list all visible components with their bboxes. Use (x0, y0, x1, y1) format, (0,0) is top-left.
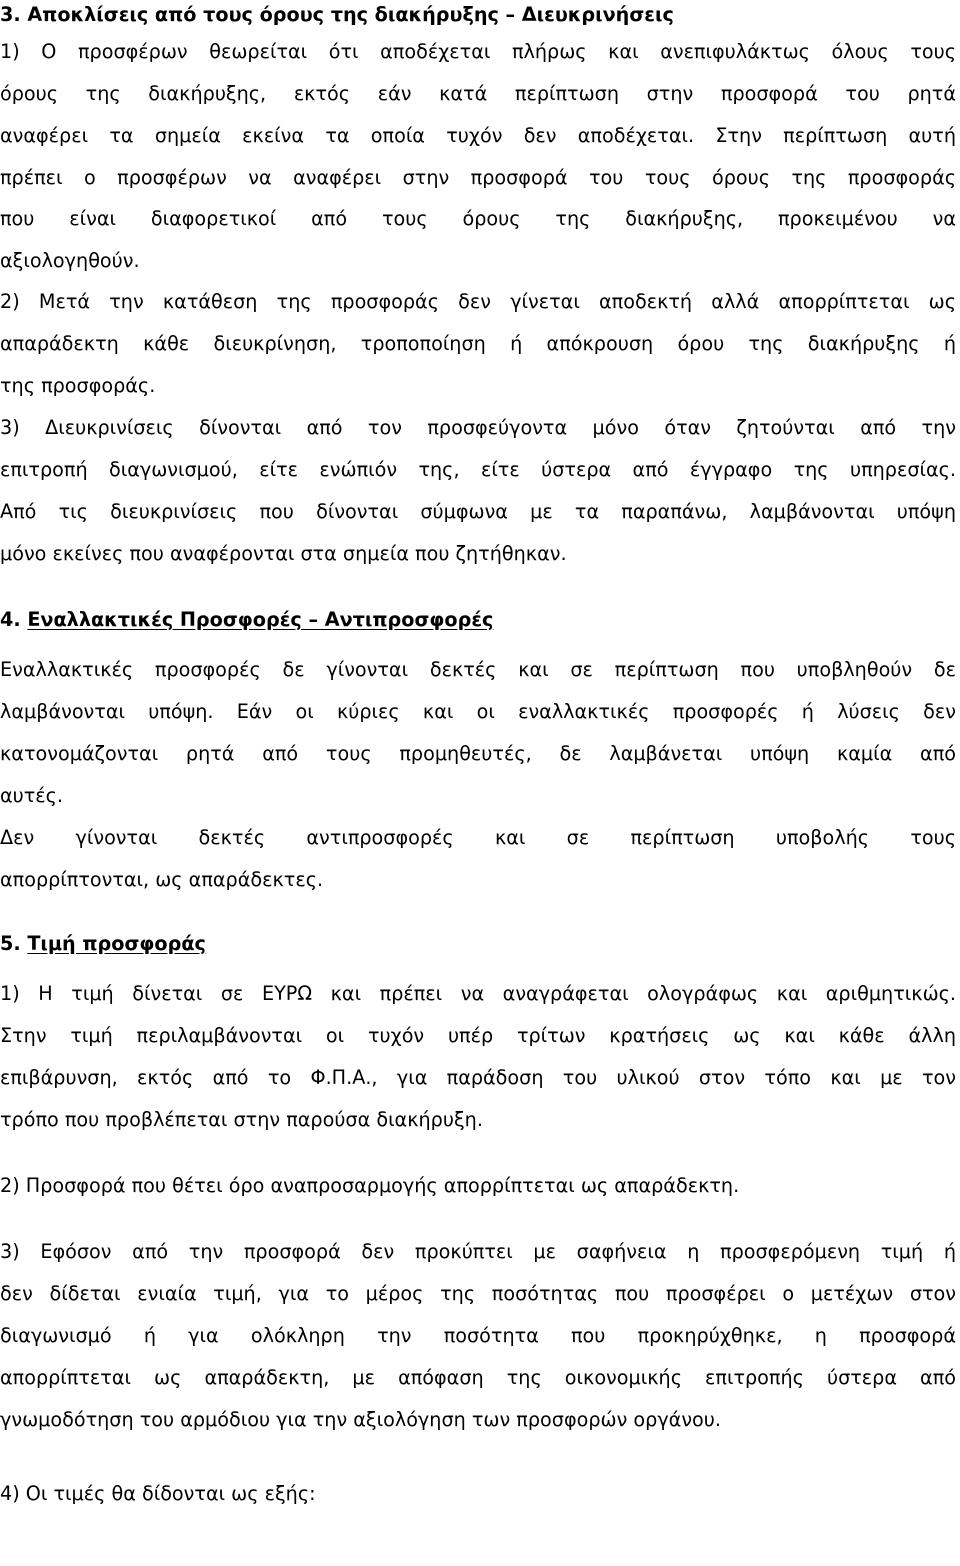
section-4-title: Εναλλακτικές Προσφορές – Αντιπροσφορές (27, 608, 494, 631)
text-line: αυτές. (0, 784, 64, 807)
text-line: λαμβάνονται υπόψη. Εάν οι κύριες και οι εναλλακτικές προσφορές ή λύσεις δεν (0, 700, 956, 723)
text-line: 3) Εφόσον από την προσφορά δεν προκύπτει με σαφήνεια η προσφερόμενη τιμή ή (0, 1240, 956, 1263)
section-5-heading (0, 929, 206, 959)
text-line: πρέπει ο προσφέρων να αναφέρει στην προσφορά του τους όρους της προσφοράς (0, 166, 956, 189)
text-line: δεν δίδεται ενιαία τιμή, για το μέρος της ποσότητας που προσφέρει ο μετέχων στον (0, 1282, 956, 1305)
text-line: Στην τιμή περιλαμβάνονται οι τυχόν υπέρ τρίτων κρατήσεις ως και κάθε άλλη (0, 1024, 956, 1047)
text-line: Εναλλακτικές προσφορές δε γίνονται δεκτές και σε περίπτωση που υποβληθούν δε (0, 658, 956, 681)
text-line: απορρίπτεται ως απαράδεκτη, με απόφαση της οικονομικής επιτροπής ύστερα από (0, 1366, 956, 1389)
text-line: Από τις διευκρινίσεις που δίνονται σύμφωνα με τα παραπάνω, λαμβάνονται υπόψη (0, 500, 956, 523)
text-line: επιτροπή διαγωνισμού, είτε ενώπιόν της, είτε ύστερα από έγγραφο της υπηρεσίας. (0, 458, 956, 481)
text-line: αναφέρει τα σημεία εκείνα τα οποία τυχόν δεν αποδέχεται. Στην περίπτωση αυτή (0, 124, 956, 147)
text-line: απαράδεκτη κάθε διευκρίνηση, τροποποίηση ή απόκρουση όρου της διακήρυξης ή (0, 332, 956, 355)
text-line: κατονομάζονται ρητά από τους προμηθευτές, δε λαμβάνεται υπόψη καμία από (0, 742, 956, 765)
text-line: 1) Η τιμή δίνεται σε ΕΥΡΩ και πρέπει να αναγράφεται ολογράφως και αριθμητικώς. (0, 982, 956, 1005)
section-5-title: Τιμή προσφοράς (27, 932, 206, 955)
text-line: γνωμοδότηση του αρμόδιου για την αξιολόγηση των προσφορών οργάνου. (0, 1408, 721, 1431)
text-line: 3) Διευκρινίσεις δίνονται από τον προσφεύγοντα μόνο όταν ζητούνται από την (0, 416, 956, 439)
text-line: όρους της διακήρυξης, εκτός εάν κατά περίπτωση στην προσφορά του ρητά (0, 82, 956, 105)
section-4-number: 4. (0, 608, 21, 631)
section-4-heading (0, 605, 493, 635)
text-line: επιβάρυνση, εκτός από το Φ.Π.Α., για παράδοση του υλικού στον τόπο και με τον (0, 1066, 956, 1089)
section-3-heading: 3. Αποκλίσεις από τους όρους της διακήρυξης – Διευκρινήσεις (0, 3, 674, 26)
text-line: 1) Ο προσφέρων θεωρείται ότι αποδέχεται πλήρως και ανεπιφυλάκτως όλους τους (0, 40, 956, 63)
text-line: 2) Προσφορά που θέτει όρο αναπροσαρμογής απορρίπτεται ως απαράδεκτη. (0, 1174, 740, 1197)
text-line: της προσφοράς. (0, 374, 156, 397)
text-line: Δεν γίνονται δεκτές αντιπροσφορές και σε περίπτωση υποβολής τους (0, 826, 956, 849)
text-line: διαγωνισμό ή για ολόκληρη την ποσότητα που προκηρύχθηκε, η προσφορά (0, 1324, 956, 1347)
text-line: απορρίπτονται, ως απαράδεκτες. (0, 868, 324, 891)
text-line: αξιολογηθούν. (0, 249, 140, 272)
text-line: μόνο εκείνες που αναφέρονται στα σημεία που ζητήθηκαν. (0, 542, 567, 565)
text-line: τρόπο που προβλέπεται στην παρούσα διακήρυξη. (0, 1108, 483, 1131)
text-line: 2) Μετά την κατάθεση της προσφοράς δεν γίνεται αποδεκτή αλλά απορρίπτεται ως (0, 290, 956, 313)
section-5-number: 5. (0, 932, 21, 955)
text-line: 4) Οι τιμές θα δίδονται ως εξής: (0, 1482, 316, 1505)
text-line: που είναι διαφορετικοί από τους όρους της διακήρυξης, προκειμένου να (0, 207, 956, 230)
